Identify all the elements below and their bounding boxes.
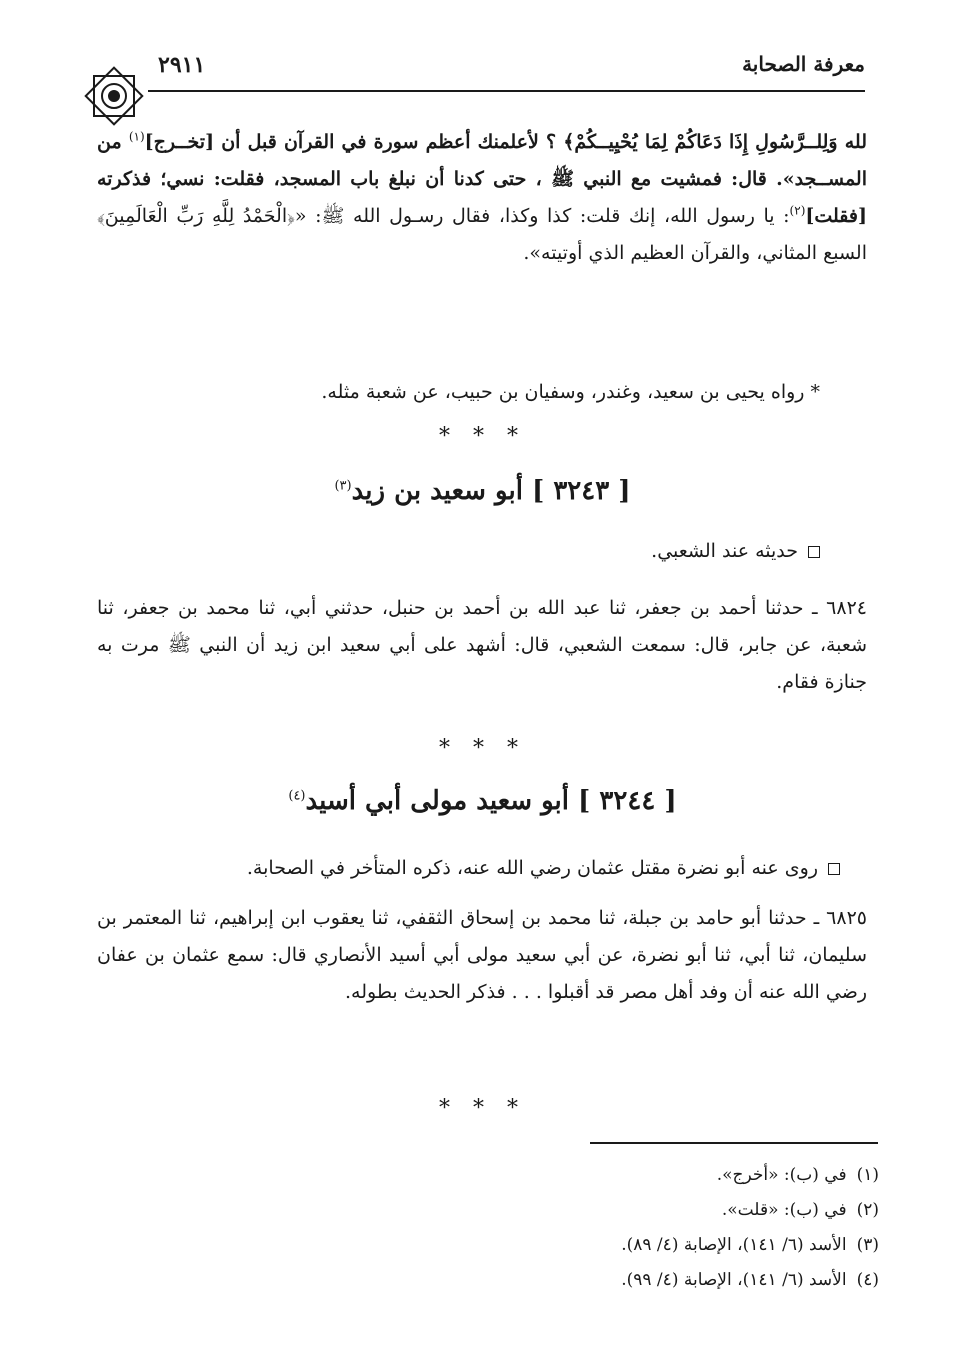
passage-top-part2: من المســجد». قال: فمشيت مع النبي ﷺ ، حتى كدنا أن نبلغ باب المسجد، فقلت: نسي؛ فذكرته [فقلت] (97, 131, 867, 227)
intro-text-3244: روى عنه أبو نضرة مقتل عثمان رضي الله عنه، ذكره المتأخر في الصحابة. (246, 857, 818, 879)
running-title: معرفة الصحابة (742, 52, 865, 76)
square-bullet-icon (828, 863, 840, 875)
section-title-3244: [ ٣٢٤٤ ] أبو سعيد مولى أبي أسيد (305, 786, 677, 816)
section-intro-3243 (100, 533, 820, 570)
passage-top-part3: : يا رسول الله، إنك قلت: كذا وكذا، فقال رسـول الله ﷺ: «﴿الْحَمْدُ لِلَّهِ رَبِّ الْعَالَمِينَ﴾ السبع المثاني، والقرآن العظيم الذي أوتيته». (97, 205, 867, 264)
footnote-3: (٣)الأسد (٦/ ١٤١)، الإصابة (٤/ ٨٩). (621, 1235, 879, 1255)
separator-stars: * * * (439, 736, 526, 761)
hadith-6825: ٦٨٢٥ ـ حدثنا أبو حامد بن جبلة، ثنا محمد بن إسحاق الثقفي، ثنا يعقوب ابن إبراهيم، ثنا المعتمر بن سليمان، ثنا أبي، ثنا أبو نضرة، عن أبي سعيد مولى أبي أسيد الأنصاري قال: سمع عثمان بن عفان رضي الله عنه أن وفد أهل مصر قد أقبلوا . . . فذكر الحديث بطوله. (97, 907, 867, 1003)
ornament-icon (80, 62, 148, 130)
square-bullet-icon (808, 546, 820, 558)
footnote-1: (١)في (ب): «أخرج». (716, 1165, 879, 1185)
footnote-4: (٤)الأسد (٦/ ١٤١)، الإصابة (٤/ ٩٩). (621, 1270, 879, 1290)
section-heading-3244 (0, 786, 965, 816)
footnote-ref-3[interactable]: (٣) (334, 478, 352, 494)
section-intro-3244 (100, 850, 840, 887)
footnote-ref-4[interactable]: (٤) (288, 788, 306, 804)
intro-text-3243: حديثه عند الشعبي. (651, 540, 798, 562)
footnote-ref-1[interactable]: (١) (128, 129, 145, 144)
narration-note: * رواه يحيى بن سعيد، وغندر، وسفيان بن حبيب، عن شعبة مثله. (321, 381, 820, 403)
separator-stars: * * * (439, 1096, 526, 1121)
passage-top-part1: لله وَلِلــرَّسُولِ إِذَا دَعَاكُمْ لِمَا يُحْيِيــكُمْ﴾ ؟ لأعلمنك أعظم سورة في القرآن قبل أن [تخــرج] (144, 131, 867, 153)
section-title-3243: [ ٣٢٤٣ ] أبو سعيد بن زيد (351, 476, 631, 506)
footnote-rule (590, 1142, 878, 1144)
footnotes (479, 1158, 879, 1298)
footnote-2: (٢)في (ب): «قلت». (721, 1200, 879, 1220)
section-heading-3243 (0, 476, 965, 506)
header-rule (148, 90, 865, 92)
page-number: ٢٩١١ (158, 52, 206, 78)
passage-top (97, 124, 867, 272)
hadith-6824: ٦٨٢٤ ـ حدثنا أحمد بن جعفر، ثنا عبد الله بن أحمد بن حنبل، حدثني أبي، ثنا محمد بن جعفر، ثنا شعبة، عن جابر، قال: سمعت الشعبي، قال: أشهد على أبي سعيد ابن زيد أن النبي ﷺ مرت به جنازة فقام. (97, 597, 867, 693)
footnote-ref-2[interactable]: (٢) (789, 203, 806, 218)
separator-stars: * * * (439, 424, 526, 449)
